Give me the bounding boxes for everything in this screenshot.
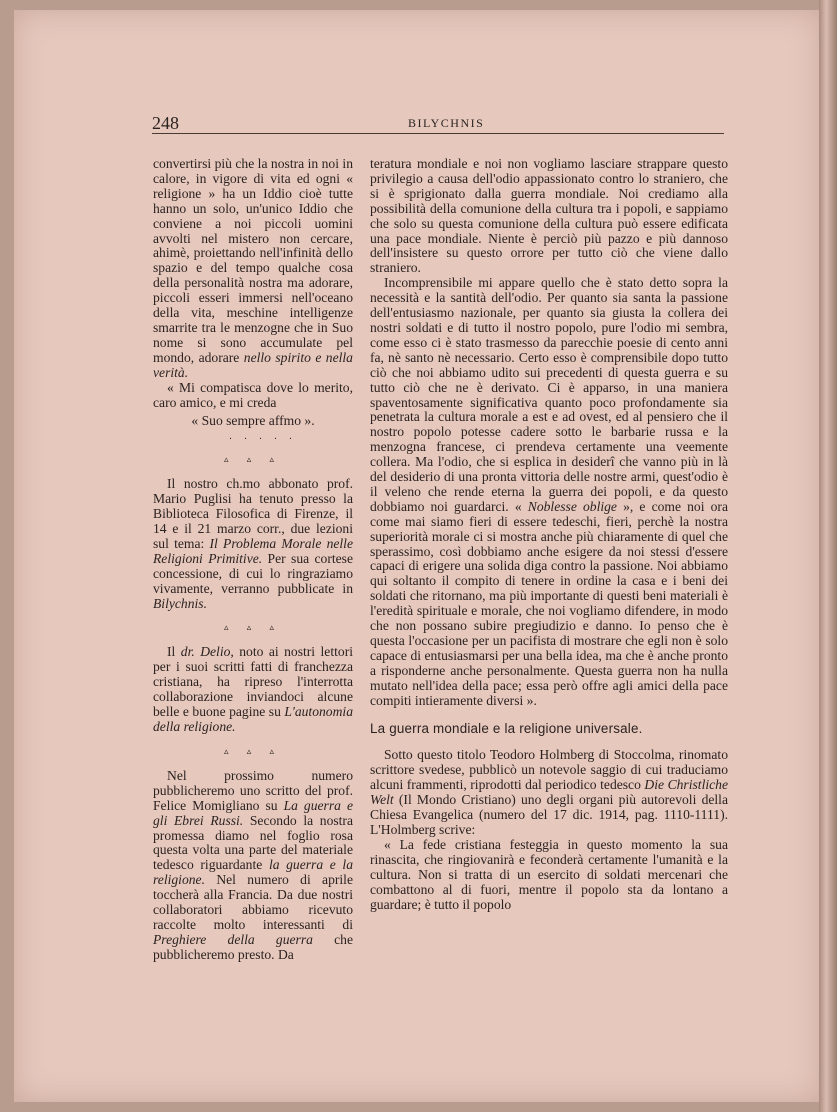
paragraph: « La fede cristiana festeggia in questo momento la sua rinascita, che ringiovanirà e feconderà certamente l'umanità e la cultura. Non si tratta di un esercito di soldati mercenari che combattono al di fuori, mentre il popolo sta da lontano a guardare; è tutto il popolo (370, 836, 728, 912)
paragraph: « Mi compatisca dove lo merito, caro amico, e mi creda (153, 379, 353, 410)
section-heading: La guerra mondiale e la religione universale. (370, 720, 643, 736)
paragraph: Sotto questo titolo Teodoro Holmberg di Stoccolma, rinomato scrittore svedese, pubblicò un notevole saggio di cui traduciamo alcuni frammenti, riprodotti dal periodico tedesco Die Christliche Welt (Il Mondo Cristiano) uno degli organi più autorevoli della Chiesa Evangelica (numero del 17 dic. 1914, pag. 1110-1111). L'Holmberg scrive: (370, 747, 728, 837)
paragraph: convertirsi più che la nostra in noi in calore, in vigore di vita ed ogni « religione » ha un Iddio cioè tutte hanno un solo, un'unico Iddio che conviene a noi piccoli uomini avvolti nel mistero non cercare, ahimè, proiettando nell'infinità dello spazio e del tempo qualche cosa della personalità nostra ma adorare, piccoli esseri immersi nell'oceano della vita, meschine intelligenze smarrite tra le menzogne che in Suo nome si sono accumulate pel mondo, adorare nello spirito e nella verità. (153, 156, 353, 380)
dot-separator: . . . . . (229, 431, 297, 443)
closing-signature: « Suo sempre affmo ». (191, 413, 315, 429)
running-title: BILYCHNIS (408, 116, 485, 130)
page-header (152, 113, 724, 135)
paragraph: Nel prossimo numero pubblicheremo uno scritto del prof. Felice Momigliano su La guerra e gli Ebrei Russi. Secondo la nostra promessa diamo nel foglio rosa questa volta una parte del materiale tedesco riguardante la guerra e la religione. Nel numero di aprile toccherà alla Francia. Da due nostri collaboratori abbiamo ricevuto raccolte molto interessanti di Preghiere della guerra che pubblicheremo presto. Da (153, 767, 354, 962)
book-spine (819, 0, 837, 1112)
triangle-separator: ▵ ▵ ▵ (223, 622, 283, 633)
paragraph: Incomprensibile mi appare quello che è stato detto sopra la necessità e la santità dell'odio. Per quanto sia santa la passione dell'entusiasmo nazionale, per quanto sia giusta la collera dei nostri soldati e di tutto il nostro popolo, pure l'odio mi sembra, come esso ci è stato trasmesso da parecchie poesie di cento anni fa, nè santo nè necessario. Certo esso è comprensibile dopo tutto ciò che noi abbiamo udito sui precedenti di questa guerra e su tutto ciò che ne è derivato. Ci è apparso, in una maniera spaventosamente significativa quanto poco profondamente sia penetrata la cultura morale a est e ad ovest, ed al pensiero che il nostro popolo potesse cadere sotto le barbarie russa e la menzogna francese, ci prendeva certamente una veemente collera. Ma l'odio, che si esplica in desiderî che vanno più in là del desiderio di una pronta vittoria delle nostre armi, quest'odio è il veleno che rende eterna la guerra dei popoli, e da questo dobbiamo noi guardarci. « Noblesse oblige », e come noi ora come mai siamo fieri di essere tedeschi, fieri, perchè la nostra superiorità morale ci si mostra anche più chiaramente di quel che sperassimo, così dobbiamo anche esigere da noi stessi d'essere capaci di erigere una solida diga contro la passione. Noi abbiamo qui soltanto il compito di tenere in ordine la casa e i beni dei soldati che ritornano, ma più importante di questi beni materiali è l'eredità spirituale e morale, che noi vogliamo difendere, in modo che non possano subire pregiudizio e danno. Io penso che è questa l'occasione per un pacifista di mostrare che egli non è solo capace di entusiasmarsi per una bella idea, ma che è anche pronto a risponderne anche personalmente. Questa guerra non ha nulla mutato nell'idea della pace; essa però offre agli amici della pace compiti intieramente diversi ». (370, 275, 728, 708)
triangle-separator: ▵ ▵ ▵ (223, 745, 283, 756)
page-number: 248 (152, 113, 179, 133)
triangle-separator: ▵ ▵ ▵ (223, 454, 283, 465)
left-column (153, 157, 353, 963)
right-column (370, 157, 728, 912)
header-rule (152, 133, 724, 134)
paragraph: Il dr. Delio, noto ai nostri lettori per i suoi scritti fatti di franchezza cristiana, ha ripreso l'interrotta collaborazione inviandoci alcune belle e buone pagine su L'autonomia della religione. (153, 644, 353, 734)
paragraph: Il nostro ch.mo abbonato prof. Mario Puglisi ha tenuto presso la Biblioteca Filosofica di Firenze, il 14 e il 21 marzo corr., due lezioni sul tema: Il Problema Morale nelle Religioni Primitive. Per sua cortese concessione, di cui lo ringraziamo vivamente, verranno pubblicate in Bilychnis. (153, 476, 353, 611)
paragraph: teratura mondiale e noi non vogliamo lasciare strappare questo privilegio a causa dell'odio appassionato contro lo straniero, che si è sprigionato dalla guerra mondiale. Noi crediamo alla possibilità della comunione della cultura tra i popoli, e sappiamo che solo su questa comunione della cultura può essere edificata una pace mondiale. Niente è perciò più pazzo e più dannoso dell'insistere su questo orrore per tutto ciò che viene dallo straniero. (370, 156, 728, 276)
